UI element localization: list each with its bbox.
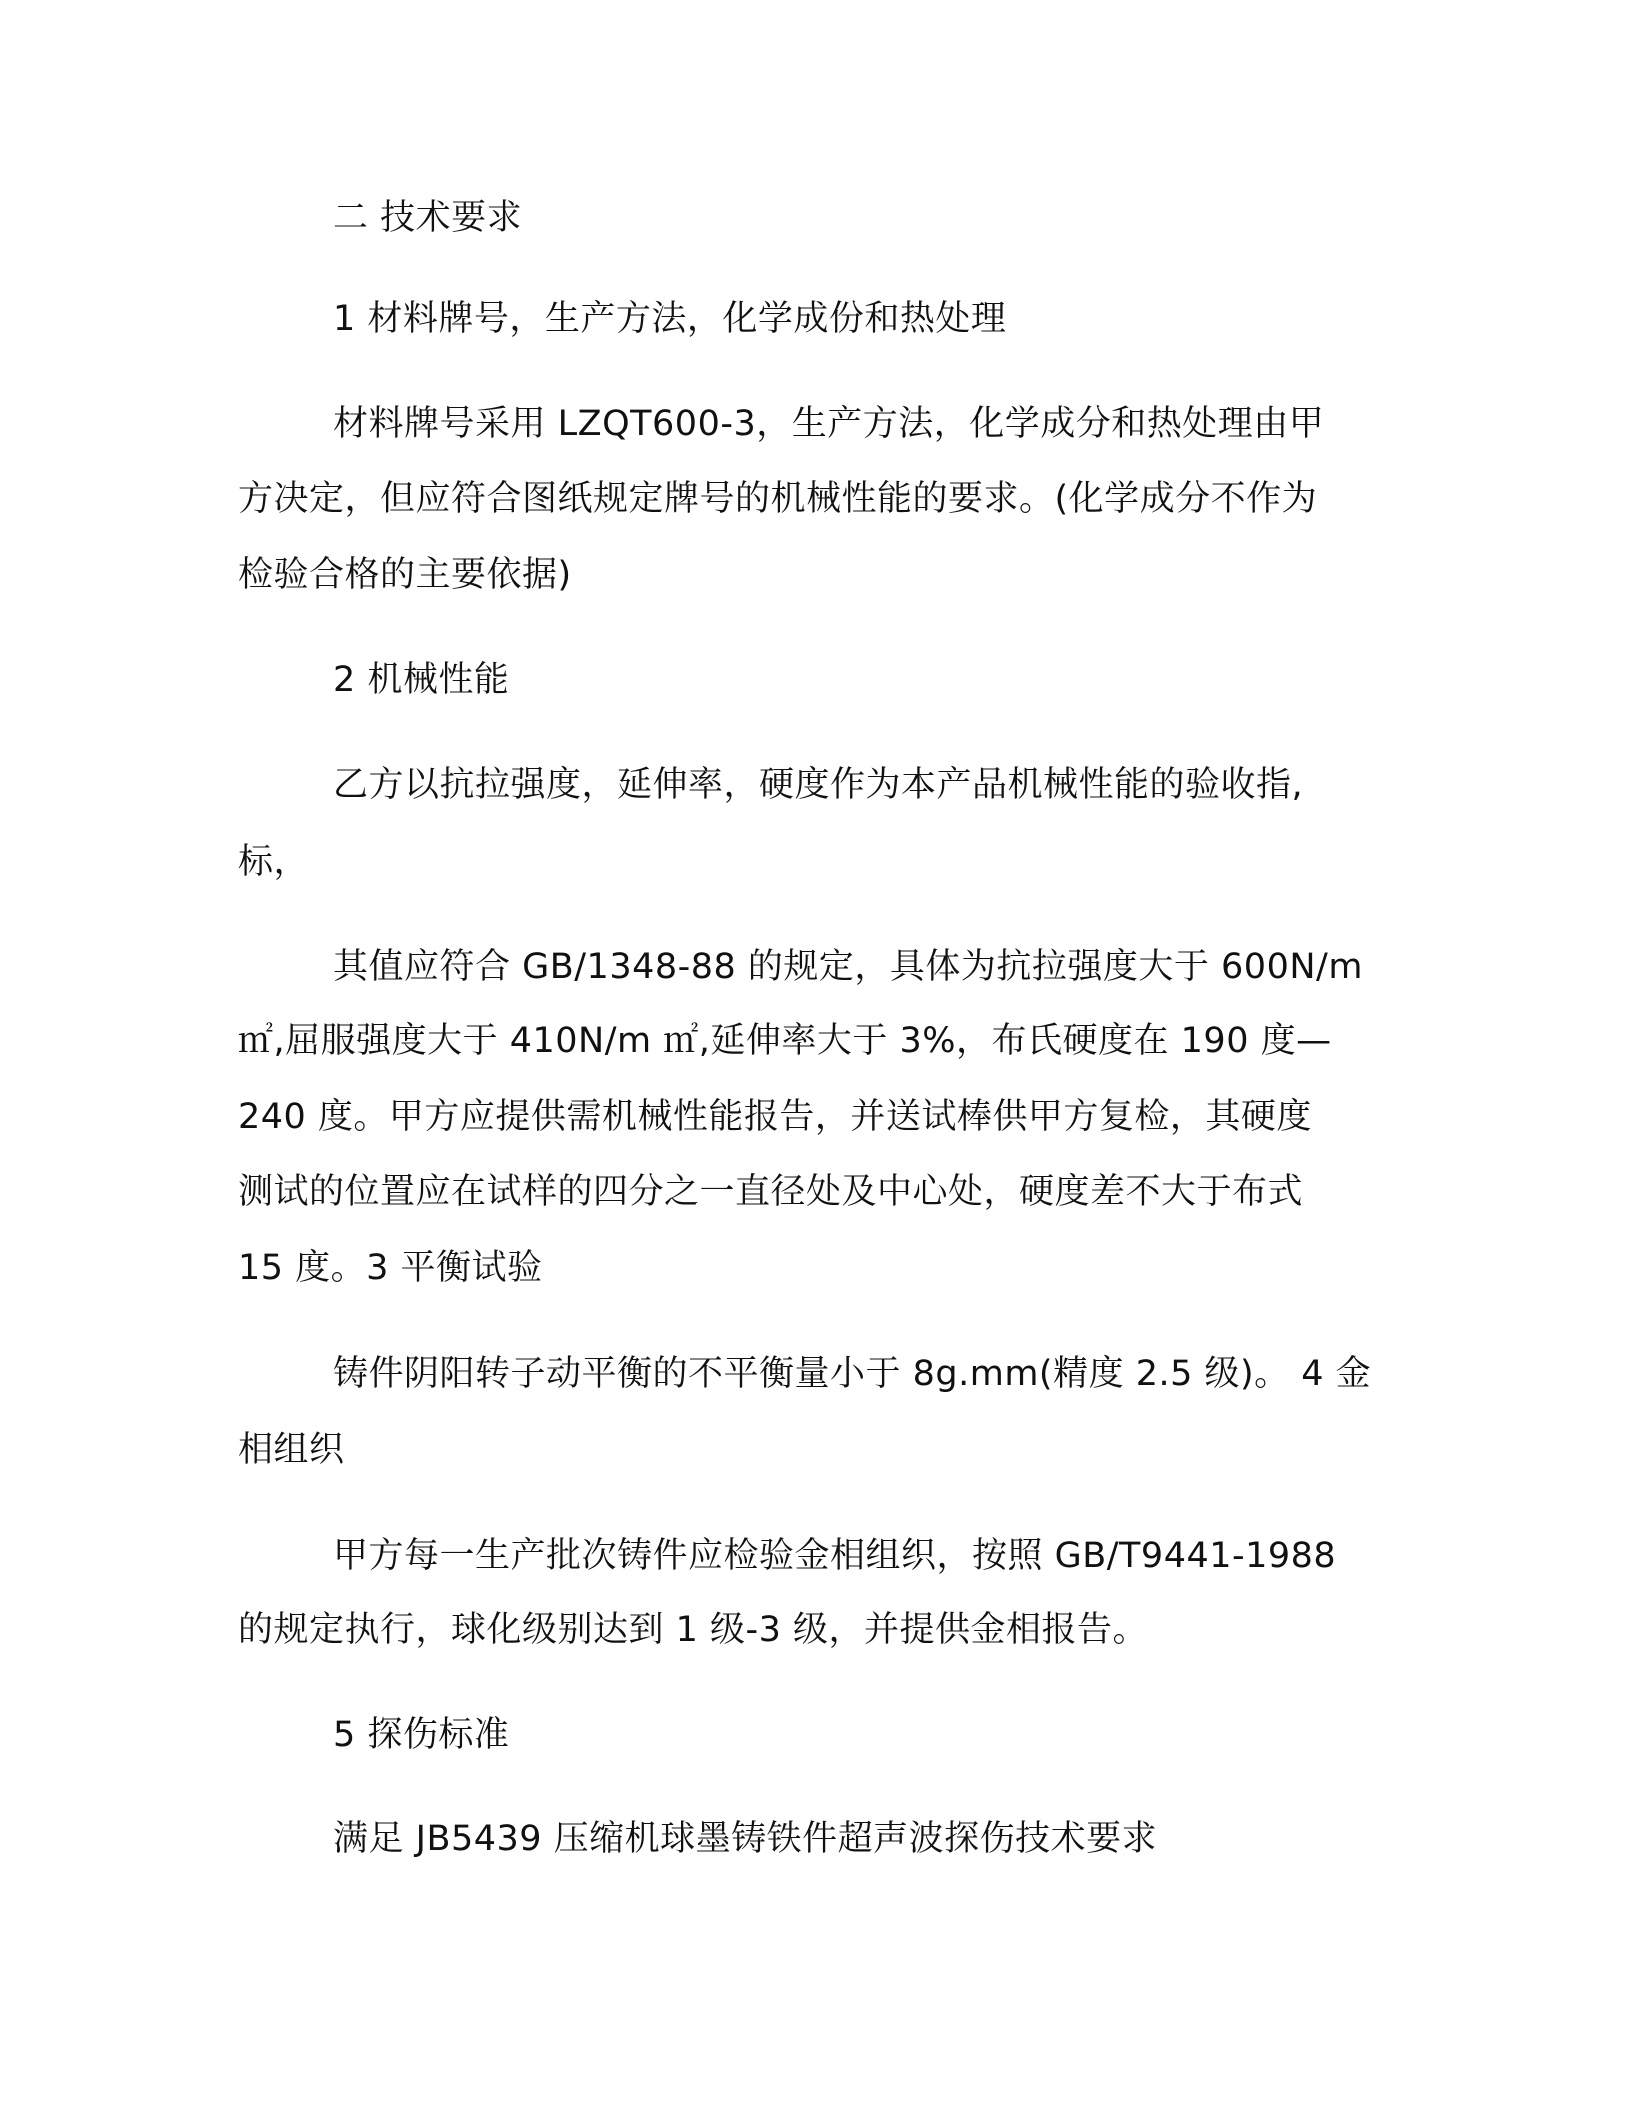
section2-title: 2 机械性能 xyxy=(333,660,510,700)
section-heading: 二 技术要求 xyxy=(333,198,523,238)
section1-title: 1 材料牌号，生产方法，化学成份和热处理 xyxy=(333,299,1007,339)
section4-line-2: 的规定执行，球化级别达到 1 级-3 级，并提供金相报告。 xyxy=(238,1610,1149,1650)
section2-para2-line-5: 15 度。3 平衡试验 xyxy=(238,1248,543,1288)
section2-para2-line-3: 240 度。甲方应提供需机械性能报告，并送试棒供甲方复检，其硬度 xyxy=(238,1097,1312,1137)
section2-para2-line-2: ㎡,屈服强度大于 410N/m ㎡,延伸率大于 3%，布氏硬度在 190 度— xyxy=(238,1021,1332,1061)
section3-line-2: 相组织 xyxy=(238,1430,345,1470)
section1-line-1: 材料牌号采用 LZQT600-3，生产方法，化学成分和热处理由甲 xyxy=(333,404,1325,444)
section2-para2-line-4: 测试的位置应在试样的四分之一直径处及中心处，硬度差不大于布式 xyxy=(238,1172,1304,1212)
section2-para1-line-1: 乙方以抗拉强度，延伸率，硬度作为本产品机械性能的验收指, xyxy=(333,765,1304,805)
section5-title: 5 探伤标准 xyxy=(333,1715,510,1755)
section2-para1-line-2: 标， xyxy=(238,842,310,882)
section5-line-1: 满足 JB5439 压缩机球墨铸铁件超声波探伤技术要求 xyxy=(333,1819,1158,1859)
section1-line-3: 检验合格的主要依据) xyxy=(238,555,572,595)
section2-para2-line-1: 其值应符合 GB/1348-88 的规定，具体为抗拉强度大于 600N/m xyxy=(333,947,1363,987)
section3-line-1: 铸件阴阳转子动平衡的不平衡量小于 8g.mm(精度 2.5 级)。 4 金 xyxy=(333,1354,1372,1394)
section4-line-1: 甲方每一生产批次铸件应检验金相组织，按照 GB/T9441-1988 xyxy=(333,1536,1337,1576)
section1-line-2: 方决定，但应符合图纸规定牌号的机械性能的要求。(化学成分不作为 xyxy=(238,479,1318,519)
